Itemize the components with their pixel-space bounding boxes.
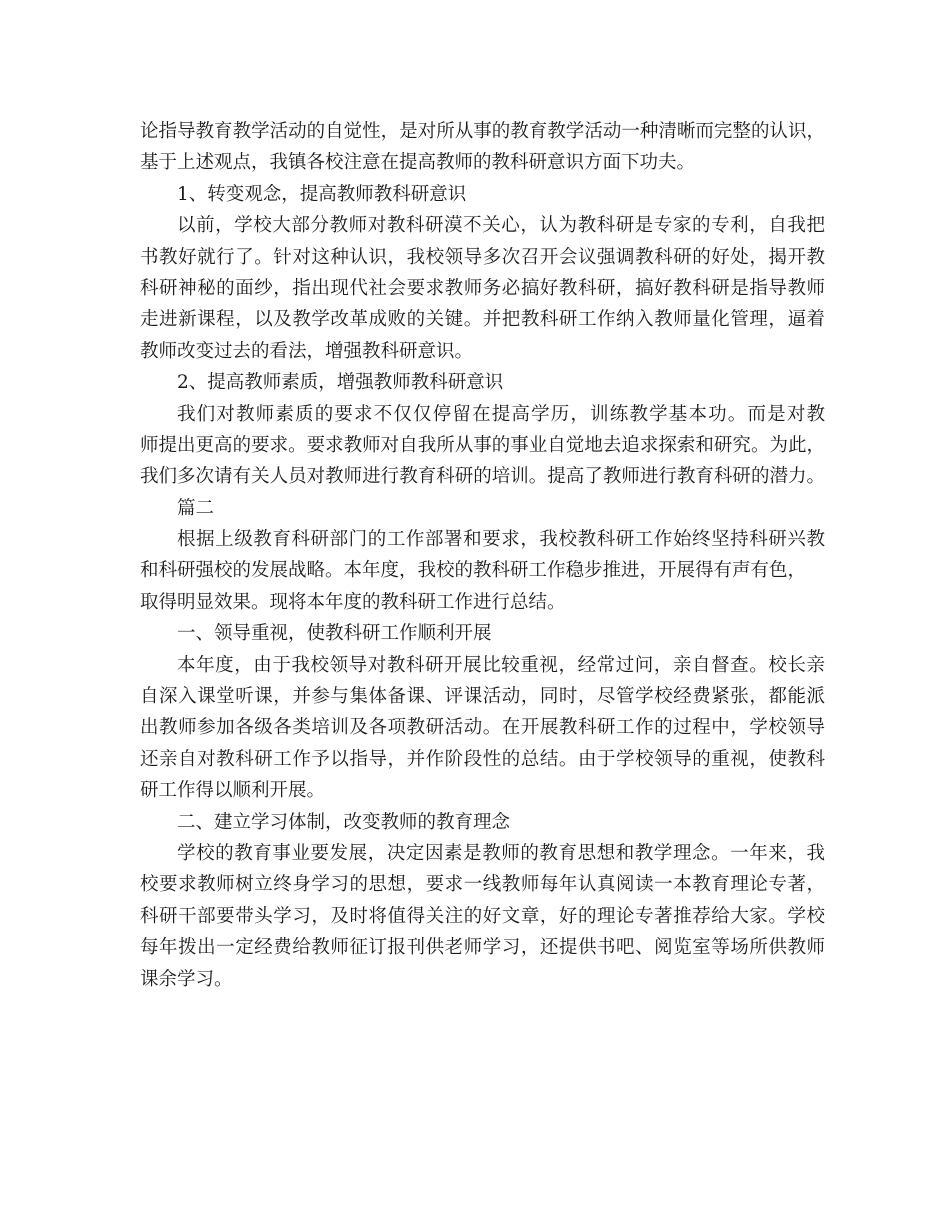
text-line: 我们多次请有关人员对教师进行教育科研的培训。提高了教师进行教育科研的潜力。: [140, 466, 825, 488]
text-line: 科研干部要带头学习，及时将值得关注的好文章，好的理论专著推荐给大家。学校: [140, 905, 825, 927]
text-line: 师提出更高的要求。要求教师对自我所从事的事业自觉地去追求探索和研究。为此，: [140, 434, 825, 456]
text-line: 教师改变过去的看法，增强教科研意识。: [140, 340, 474, 362]
text-line: 我们对教师素质的要求不仅仅停留在提高学历，训练教学基本功。而是对教: [177, 403, 825, 425]
text-line: 每年拨出一定经费给教师征订报刊供老师学习，还提供书吧、阅览室等场所供教师: [140, 937, 825, 959]
text-line: 根据上级教育科研部门的工作部署和要求，我校教科研工作始终坚持科研兴教: [177, 529, 825, 551]
text-line: 还亲自对教科研工作予以指导，并作阶段性的总结。由于学校领导的重视，使教科: [140, 748, 825, 770]
text-line: 科研神秘的面纱，指出现代社会要求教师务必搞好教科研，搞好教科研是指导教师: [140, 277, 825, 299]
text-line: 1、转变观念，提高教师教科研意识: [177, 183, 467, 205]
text-line: 研工作得以顺利开展。: [140, 780, 326, 802]
text-line: 学校的教育事业要发展，决定因素是教师的教育思想和教学理念。一年来，我: [177, 842, 825, 864]
text-line: 篇二: [177, 497, 215, 519]
document-body: [140, 116, 825, 995]
text-line: 自深入课堂听课，并参与集体备课、评课活动，同时，尽管学校经费紧张，都能派: [140, 686, 825, 708]
text-line: 本年度，由于我校领导对教科研开展比较重视，经常过问，亲自督查。校长亲: [177, 654, 825, 676]
text-line: 基于上述观点，我镇各校注意在提高教师的教科研意识方面下功夫。: [140, 152, 696, 174]
text-line: 二、建立学习体制，改变教师的教育理念: [177, 811, 511, 833]
text-line: 2、提高教师素质，增强教师教科研意识: [177, 372, 504, 394]
text-line: 以前，学校大部分教师对教科研漠不关心，认为教科研是专家的专利，自我把: [177, 215, 825, 237]
text-line: 书教好就行了。针对这种认识，我校领导多次召开会议强调教科研的好处，揭开教: [140, 246, 825, 268]
text-line: 和科研强校的发展战略。本年度，我校的教科研工作稳步推进，开展得有声有色，: [140, 560, 807, 582]
text-line: 走进新课程，以及教学改革成败的关键。并把教科研工作纳入教师量化管理，逼着: [140, 309, 825, 331]
text-line: 取得明显效果。现将本年度的教科研工作进行总结。: [140, 591, 566, 613]
text-line: 出教师参加各级各类培训及各项教研活动。在开展教科研工作的过程中，学校领导: [140, 717, 825, 739]
text-line: 论指导教育教学活动的自觉性，是对所从事的教育教学活动一种清晰而完整的认识，: [140, 121, 825, 142]
text-line: 校要求教师树立终身学习的思想，要求一线教师每年认真阅读一本教育理论专著，: [140, 874, 825, 896]
text-line: 一、领导重视，使教科研工作顺利开展: [177, 623, 492, 645]
text-line: 课余学习。: [140, 968, 233, 990]
